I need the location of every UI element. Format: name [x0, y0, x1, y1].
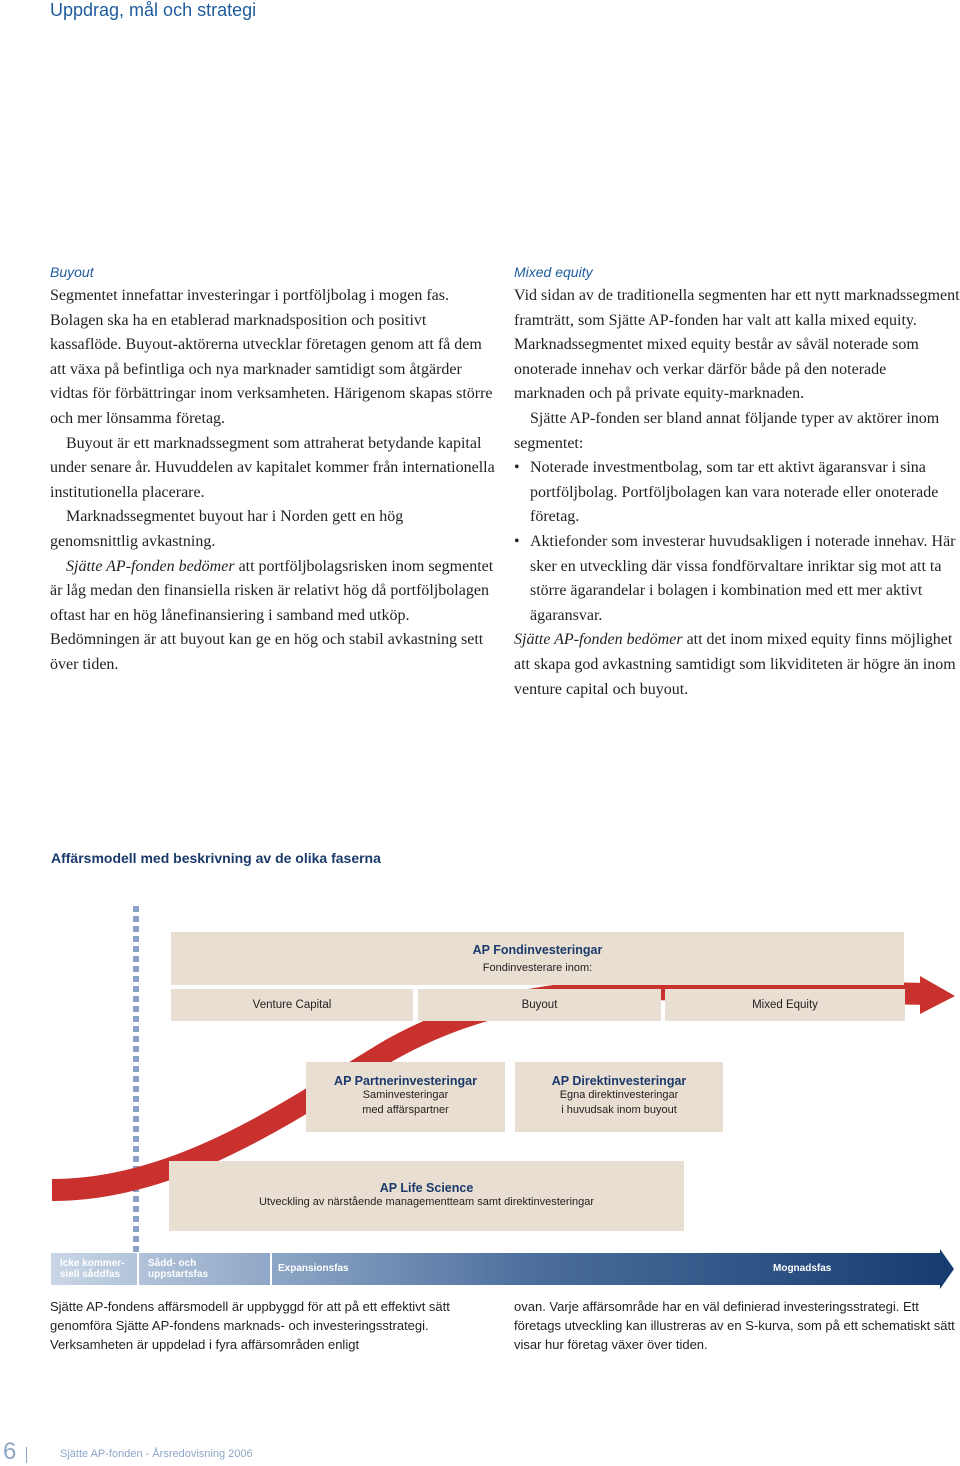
figure-caption-left	[50, 1297, 500, 1354]
phase-divider	[270, 1253, 272, 1285]
footer-divider	[26, 1447, 27, 1463]
mixed-equity-bullet: • Noterade investmentbolag, som tar ett aktivt ägaransvar i sina portföljbolag. Portföljbolagen kan vara noterade eller onoterade företag.	[514, 456, 960, 530]
caption-text-right: ovan. Varje affärsområde har en väl definierad investeringsstrategi. Ett företags utveckling kan illustreras av en S-kurva, som på ett schematiskt sätt visar hur företag växer över tiden.	[514, 1299, 955, 1352]
page-header: Uppdrag, mål och strategi	[50, 0, 257, 20]
segment-venture-capital: Venture Capital	[171, 989, 413, 1021]
figure-title: Affärsmodell med beskrivning av de olika faserna	[51, 850, 381, 866]
phase-divider	[137, 1253, 139, 1285]
phase-label-line: siell såddfas	[60, 1269, 121, 1280]
mixed-equity-paragraph-2: Sjätte AP-fonden ser bland annat följande typer av aktörer inom segmentet:	[514, 409, 940, 452]
direct-investments-title: AP Direktinvesteringar	[551, 1074, 687, 1088]
life-science-box	[169, 1161, 684, 1231]
mixed-equity-heading: Mixed equity	[514, 264, 593, 280]
phase-label-line: Sådd- och	[148, 1258, 197, 1269]
mixed-equity-bullet: • Aktiefonder som investerar huvudsakligen i noterade innehav. Här sker en utveckling där vissa fondförvaltare inriktar sig mot att ta större ägarandelar i bolagen i kombination med ett mer aktivt ägaransvar.	[514, 530, 960, 628]
caption-text-left: Sjätte AP-fondens affärsmodell är uppbyggd för att på ett effektivt sätt genomföra Sjätte AP-fondens marknads- och investeringsstrategi. Verksamheten är uppdelad i fyra affärsområden enligt	[50, 1299, 450, 1352]
segment-buyout: Buyout	[418, 989, 661, 1021]
phase-label-line: Icke kommer-	[60, 1258, 125, 1269]
partner-investments-title: AP Partnerinvesteringar	[334, 1074, 477, 1088]
buyout-paragraph-1: Segmentet innefattar investeringar i portföljbolag i mogen fas. Bolagen ska ha en etablerad marknadsposition och positivt kassaflöde. Buyout-aktörerna utvecklar företagen genom att få dem att växa på befintliga och nya marknader samtidigt som åtgärder vidtas för förbättringar inom verksamheten. Härigenom skapas större och mer lönsamma företag.	[50, 287, 493, 427]
fond-investments-title: AP Fondinvesteringar	[472, 943, 603, 957]
mixed-equity-paragraph-1: Vid sidan av de traditionella segmenten har ett nytt marknadssegment framträtt, som Sjätte AP-fonden har valt att kalla mixed equity. Marknadssegmentet mixed equity består av såväl noterade som onoterade innehav och verkar därför både på den noterade marknaden och på private equity-marknaden.	[514, 287, 960, 403]
direct-investments-line-1: Egna direktinvesteringar	[559, 1089, 679, 1101]
phase-bar-arrowhead	[940, 1249, 954, 1289]
partner-investments-box	[306, 1062, 505, 1132]
buyout-assessment-lead: Sjätte AP-fonden bedömer	[66, 557, 235, 575]
page-number: 6	[3, 1438, 17, 1465]
direct-investments-box	[515, 1062, 723, 1132]
partner-investments-line-2: med affärspartner	[362, 1104, 449, 1116]
phase-label-seed-startup	[148, 1258, 208, 1280]
segment-mixed-equity: Mixed Equity	[665, 989, 905, 1021]
life-science-line-1: Utveckling av närstående managementteam samt direktinvesteringar	[258, 1196, 595, 1208]
phase-label-non-commercial	[60, 1258, 124, 1280]
buyout-paragraph-2: Buyout är ett marknadssegment som attraherat betydande kapital under senare år. Huvuddelen av kapitalet kommer från internationella institutionella placerare.	[50, 434, 495, 501]
fond-investments-box	[171, 932, 904, 985]
direct-investments-line-2: i huvudsak inom buyout	[561, 1104, 677, 1116]
fond-investments-subtitle: Fondinvesterare inom:	[482, 962, 593, 974]
partner-investments-line-1: Saminvesteringar	[362, 1089, 449, 1101]
phase-label-line: uppstartsfas	[148, 1269, 209, 1280]
footer-text: Sjätte AP-fonden - Årsredovisning 2006	[60, 1448, 253, 1460]
figure-caption-right	[514, 1297, 960, 1354]
phase-label-expansion: Expansionsfas	[278, 1263, 349, 1274]
phase-label-maturity: Mognadsfas	[773, 1263, 832, 1274]
buyout-assessment-text: att portföljbolagsrisken inom segmentet är låg medan den finansiella risken är relativt hög då portföljbolagen oftast har en hög lånefinansiering i samband med utköp. Bedömningen är att buyout kan ge en hög och stabil avkastning sett över tiden.	[50, 557, 494, 673]
buyout-heading: Buyout	[50, 264, 94, 280]
mixed-equity-assessment-text: att det inom mixed equity finns möjlighet att skapa god avkastning samtidigt som likviditeten är högre än inom venture capital och buyout.	[514, 631, 956, 698]
life-science-title: AP Life Science	[379, 1181, 474, 1195]
mixed-equity-assessment-lead: Sjätte AP-fonden bedömer	[514, 631, 683, 649]
buyout-paragraph-3: Marknadssegmentet buyout har i Norden gett en hög genomsnittlig avkastning.	[50, 508, 404, 550]
